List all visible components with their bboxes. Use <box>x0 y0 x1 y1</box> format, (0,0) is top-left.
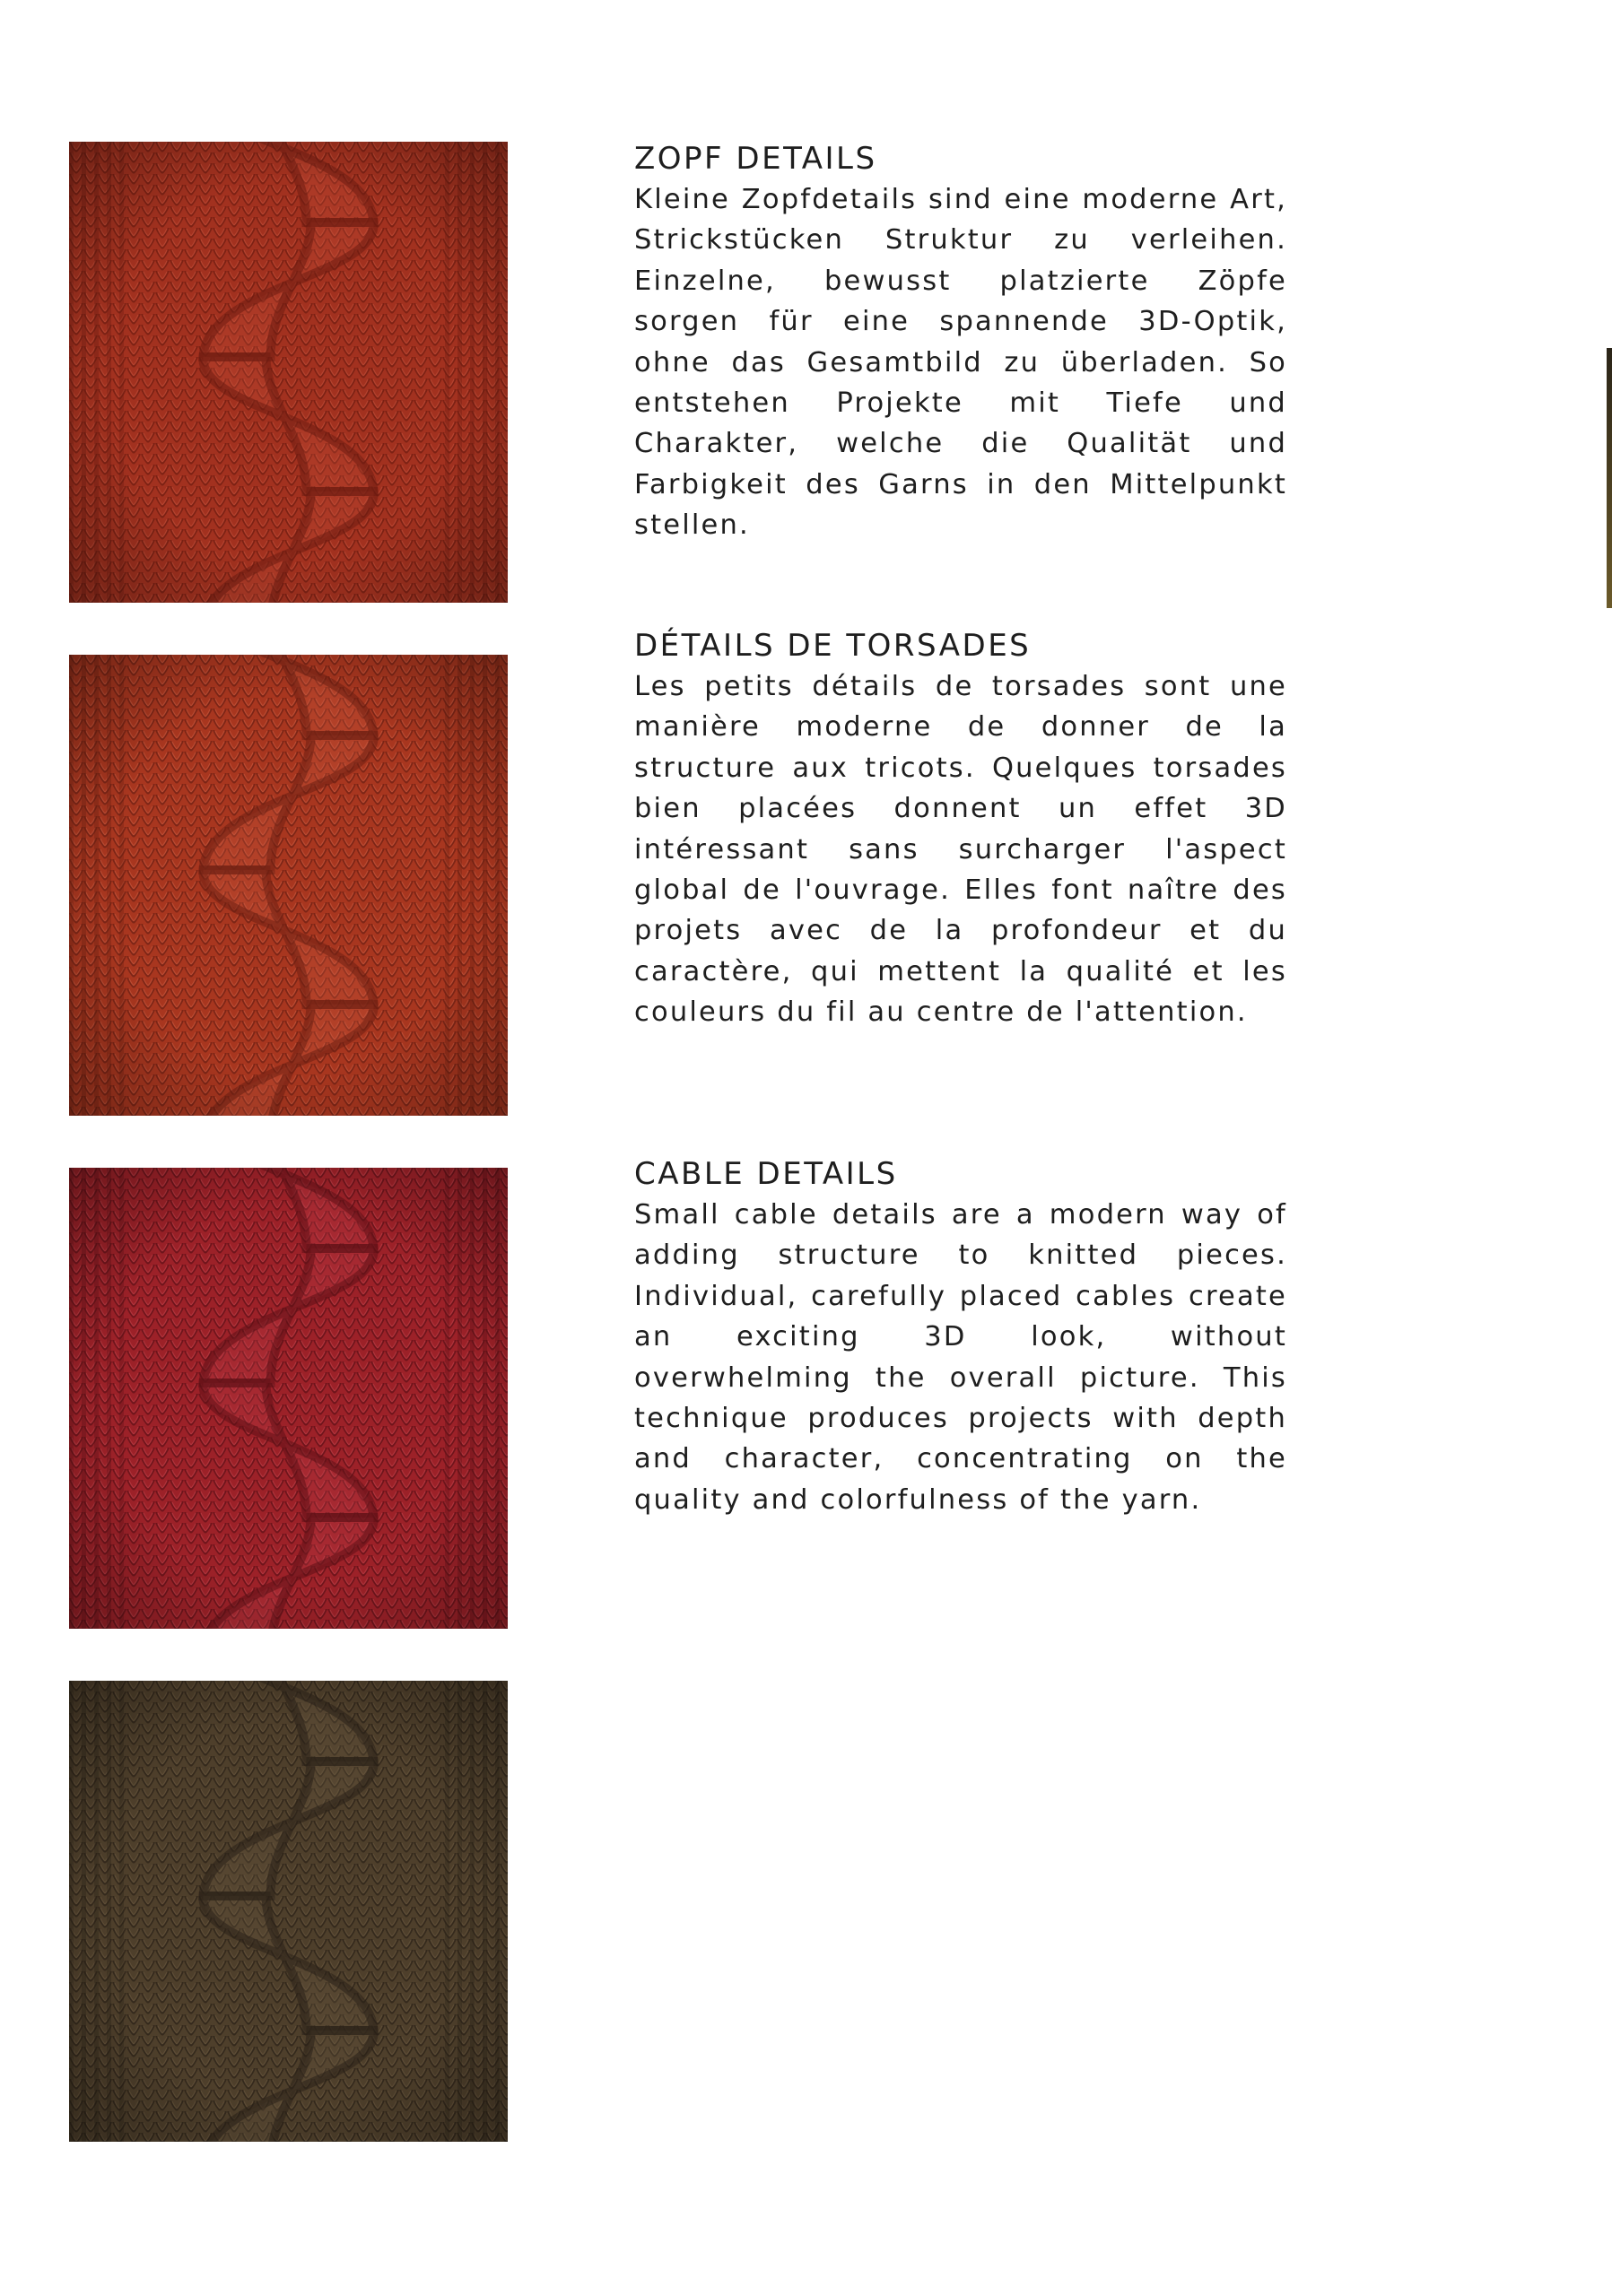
section-french <box>634 625 1287 1033</box>
section-body: Small cable details are a modern way of adding structure to knitted pieces. Individual, carefully placed cables create an exciting 3D look, without overwhelming the overall picture. This technique produces projects with depth and character, concentrating on the quality and colorfulness of the yarn. <box>634 1199 1287 1516</box>
section-heading: CABLE DETAILS <box>634 1156 898 1192</box>
knit-swatch-image-1 <box>69 142 508 603</box>
knit-swatch-image-4 <box>69 1681 508 2142</box>
section-body: Les petits détails de torsades sont une manière moderne de donner de la structure aux tricots. Quelques torsades bien placées donnent un effet 3D intéressant sans surcharger l'aspect global de l'ouvrage. Elles font naître des projets avec de la profondeur et du caractère, qui mettent la qualité et les couleurs du fil au centre de l'attention. <box>634 671 1287 1029</box>
section-heading: ZOPF DETAILS <box>634 141 877 177</box>
section-body: Kleine Zopfdetails sind eine moderne Art, Strickstücken Struktur zu verleihen. Einzelne, bewusst platzierte Zöpfe sorgen für eine spannende 3D-Optik, ohne das Gesamtbild zu überladen. So entstehen Projekte mit Tiefe und Charakter, welche die Qualität und Farbigkeit des Garns in den Mittelpunkt stellen. <box>634 184 1287 542</box>
knit-swatch-image-2 <box>69 655 508 1116</box>
section-german <box>634 138 1287 546</box>
section-english <box>634 1153 1287 1520</box>
knit-cable-swatch-crimson-icon <box>69 1168 508 1629</box>
knit-cable-swatch-red-icon <box>69 655 508 1116</box>
knit-cable-swatch-rust-icon <box>69 142 508 603</box>
section-heading: DÉTAILS DE TORSADES <box>634 628 1032 664</box>
knit-swatch-image-3 <box>69 1168 508 1629</box>
page-edge-mark <box>1607 348 1612 608</box>
knit-cable-swatch-brown-icon <box>69 1681 508 2142</box>
